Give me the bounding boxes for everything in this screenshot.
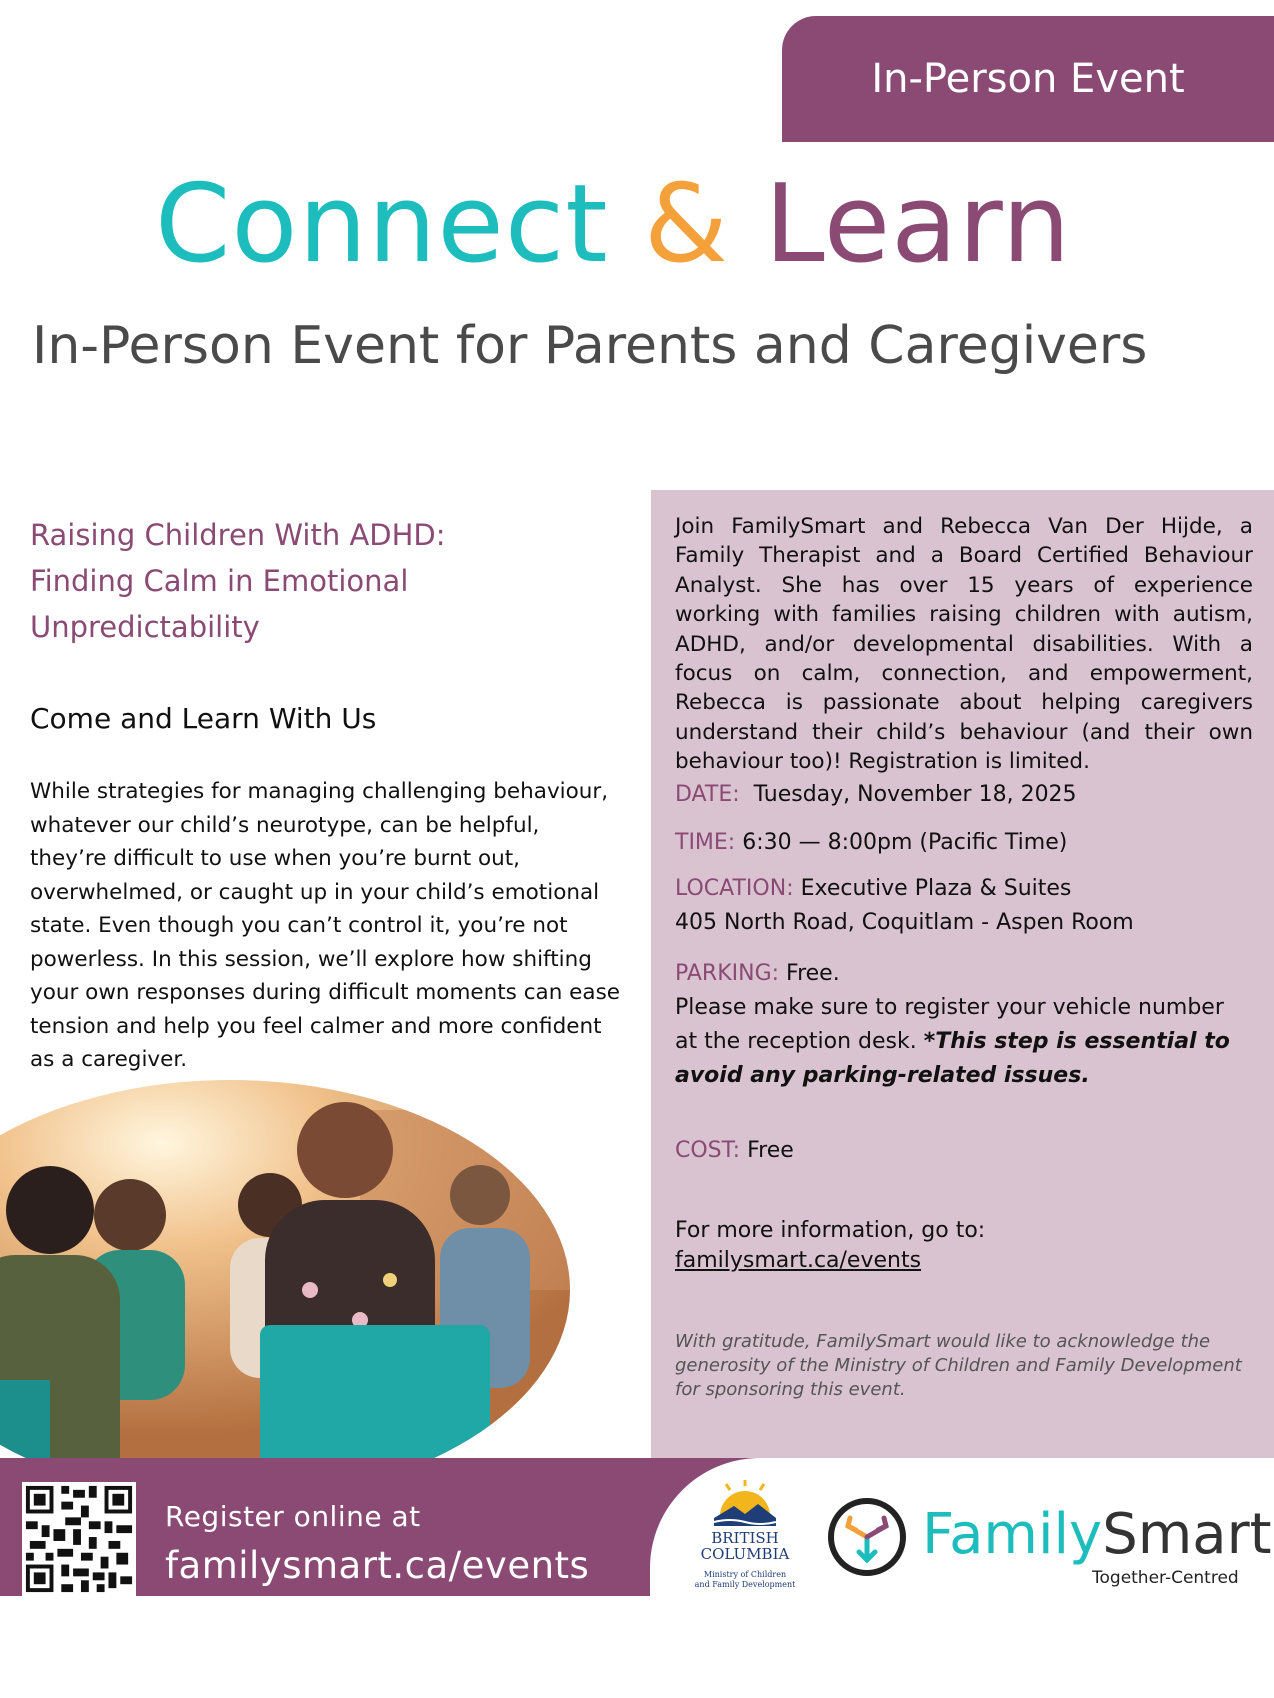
time-value: 6:30 — 8:00pm (Pacific Time) <box>742 830 1068 855</box>
cost-value: Free <box>747 1138 794 1163</box>
page-subtitle: In-Person Event for Parents and Caregivers <box>32 316 1148 376</box>
photo-illustration <box>0 1080 570 1500</box>
event-title-line: Unpredictability <box>30 610 260 644</box>
bc-government-logo <box>690 1478 800 1596</box>
event-type-label: In-Person Event <box>871 56 1185 102</box>
more-info-text: For more information, go to: <box>675 1218 986 1243</box>
parking-note: at the reception desk. <box>675 1029 917 1054</box>
bc-name: BRITISH <box>711 1529 779 1547</box>
register-url[interactable]: familysmart.ca/events <box>165 1544 590 1587</box>
location-line2: 405 North Road, Coquitlam - Aspen Room <box>675 910 1134 935</box>
parking-note: Please make sure to register your vehicle number <box>675 995 1224 1020</box>
more-info <box>675 1216 985 1276</box>
date-label: DATE: <box>675 782 740 807</box>
parking-label: PARKING: <box>675 961 780 986</box>
qr-code-icon[interactable] <box>20 1482 138 1596</box>
events-link[interactable]: familysmart.ca/events <box>675 1248 922 1273</box>
time-row <box>675 830 1067 855</box>
bc-ministry: Ministry of Children <box>703 1570 787 1579</box>
brand-smart: Smart <box>1102 1502 1272 1567</box>
register-label: Register online at <box>165 1500 421 1533</box>
familysmart-logo-icon <box>826 1496 908 1578</box>
title-learn: Learn <box>764 162 1072 287</box>
location-line1: Executive Plaza & Suites <box>800 876 1072 901</box>
cost-label: COST: <box>675 1138 741 1163</box>
familysmart-tagline: Together-Centred <box>1092 1568 1239 1588</box>
title-ampersand: & <box>643 162 730 287</box>
parking-warning: *This step is essential to <box>923 1029 1230 1054</box>
title-connect: Connect <box>155 162 609 287</box>
event-title <box>30 512 620 650</box>
left-column <box>30 512 620 1077</box>
cost-row <box>675 1138 794 1163</box>
brand-family: Family <box>922 1502 1103 1567</box>
bc-name: COLUMBIA <box>700 1545 790 1563</box>
parking-value: Free. <box>786 961 840 986</box>
location-label: LOCATION: <box>675 876 794 901</box>
familysmart-wordmark <box>922 1502 1272 1567</box>
date-row <box>675 782 1077 807</box>
speaker-intro: Join FamilySmart and Rebecca Van Der Hijde, a Family Therapist and a Board Certified Behaviour Analyst. She has over 15 years of experience working with families raising children with autism, ADHD, and/or developmental disabilities. With a focus on calm, connection, and empowerment, Rebecca is passionate about helping caregivers understand their child’s behaviour (and their own behaviour too)! Registration is limited. <box>675 514 1253 775</box>
date-value: Tuesday, November 18, 2025 <box>753 782 1077 807</box>
event-title-line: Raising Children With ADHD: <box>30 518 446 552</box>
event-title-line: Finding Calm in Emotional <box>30 564 409 598</box>
acknowledgement: With gratitude, FamilySmart would like to acknowledge the generosity of the Ministry of Children and Family Development for sponsoring this event. <box>675 1331 1242 1400</box>
location-row <box>675 872 1134 940</box>
parking-row <box>675 957 1230 1093</box>
event-type-tab <box>782 16 1274 142</box>
parking-warning: avoid any parking-related issues. <box>675 1063 1090 1088</box>
group-session-photo <box>0 1080 570 1500</box>
come-learn-heading: Come and Learn With Us <box>30 702 377 735</box>
time-label: TIME: <box>675 830 736 855</box>
page-title <box>155 162 1072 287</box>
session-description: While strategies for managing challenging behaviour, whatever our child’s neurotype, can be helpful, they’re difficult to use when you’re burnt out, overwhelmed, or caught up in your child’s emotional state. Even though you can’t control it, you’re not powerless. In this session, we’ll explore how shifting your own responses during difficult moments can ease tension and help you feel calmer and more confident as a caregiver. <box>30 779 621 1072</box>
bc-ministry: and Family Development <box>694 1580 796 1589</box>
